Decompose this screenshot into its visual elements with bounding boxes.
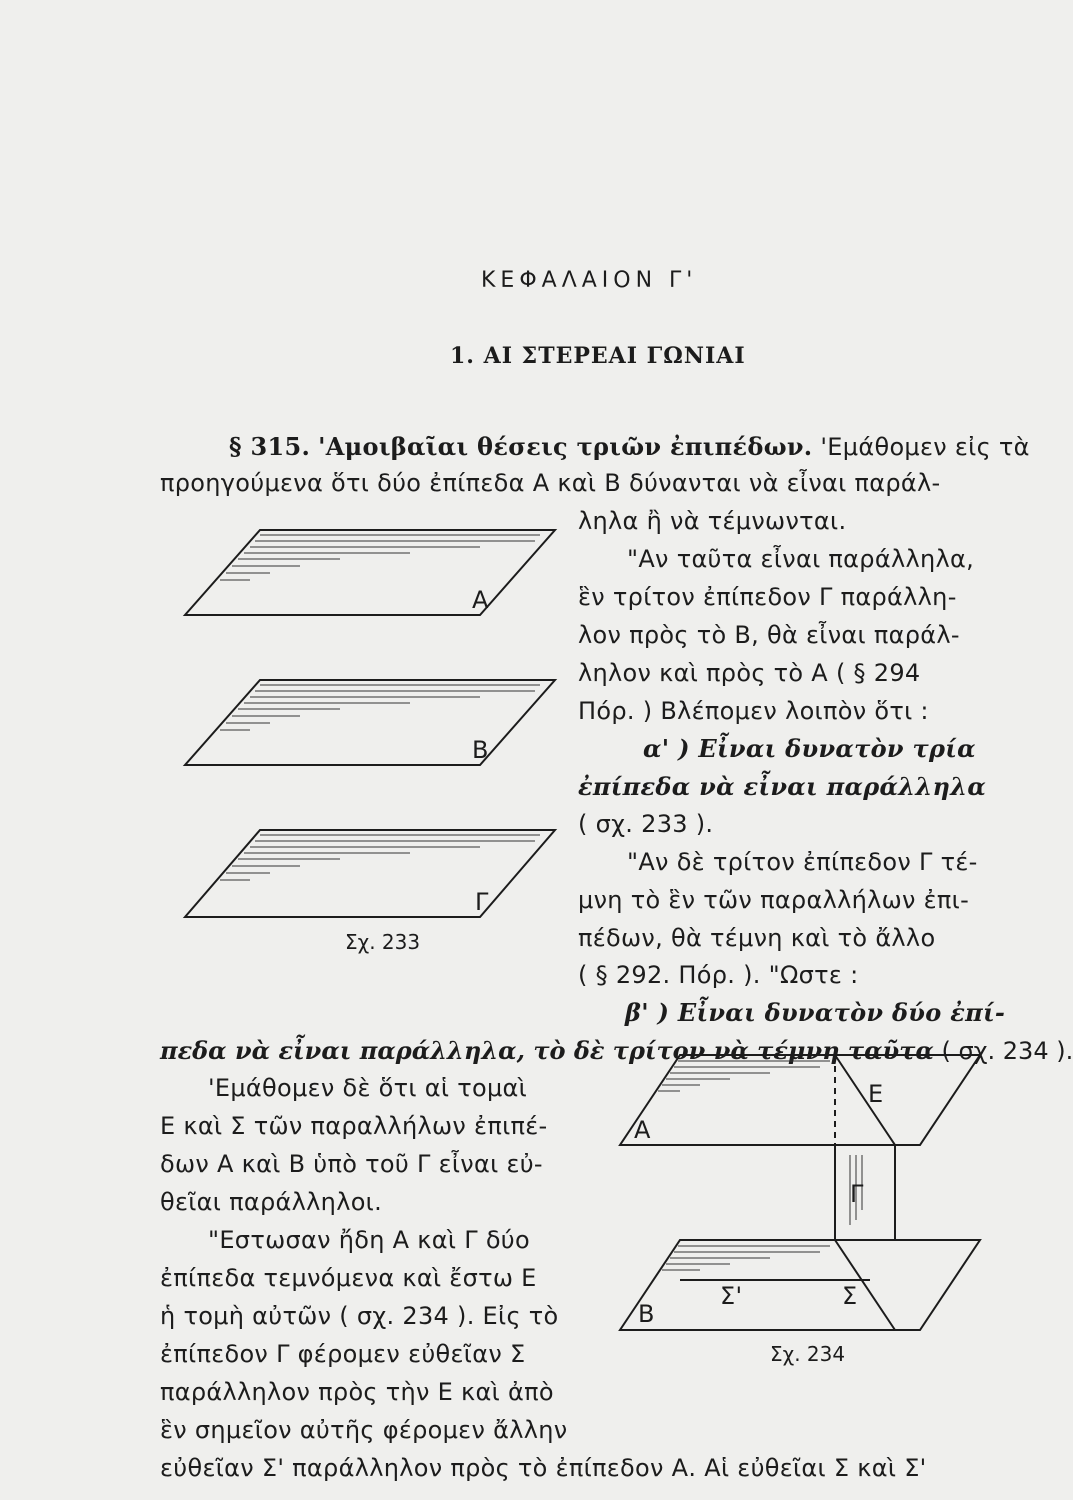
para315-line4: "Αν ταῦτα εἶναι παράλληλα,: [627, 545, 975, 573]
para2-line8: ἐπίπεδον Γ φέρομεν εὐθεῖαν Σ: [160, 1340, 526, 1368]
fig233-label-g: Γ: [475, 888, 489, 916]
chapter-heading: ΚΕΦΑΛΑΙΟΝ Γ': [481, 268, 698, 293]
section-number: § 315.: [229, 432, 311, 461]
para315-line13: μνη τὸ ἓν τῶν παραλλήλων ἐπι-: [578, 886, 970, 914]
para2-line1: 'Εμάθομεν δὲ ὅτι αἱ τομαὶ: [208, 1074, 528, 1102]
fig234-label-b: Β: [638, 1300, 655, 1328]
para315-line16: β' ) Εἶναι δυνατὸν δύο ἐπί-: [625, 998, 1006, 1027]
para315-line7: ληλον καὶ πρὸς τὸ Α ( § 294: [578, 659, 921, 687]
fig234-label-g: Γ: [850, 1180, 864, 1208]
plane-a-234: [620, 1055, 980, 1145]
fig234-label-s-prime: Σ': [720, 1282, 743, 1310]
fig234-label-s: Σ: [842, 1282, 858, 1310]
fig233-label-b: Β: [472, 736, 489, 764]
para2-line11: εὐθεῖαν Σ' παράλληλον πρὸς τὸ ἐπίπεδον Α. Αἱ εὐθεῖαι Σ καὶ Σ': [160, 1454, 927, 1482]
para315-line14: πέδων, θὰ τέμνη καὶ τὸ ἄλλο: [578, 924, 936, 952]
figure-234: [620, 1045, 985, 1345]
para315-line1: [229, 432, 1030, 461]
para315-line9: α' ) Εἶναι δυνατὸν τρία: [643, 734, 976, 763]
section-heading: 'Αμοιβαῖαι θέσεις τριῶν ἐπιπέδων.: [318, 432, 813, 461]
fig234-label-e: Ε: [868, 1080, 884, 1108]
para315-line8: Πόρ. ) Βλέπομεν λοιπὸν ὅτι :: [578, 697, 929, 725]
para2-line9: παράλληλον πρὸς τὴν Ε καὶ ἀπὸ: [160, 1378, 554, 1406]
fig234-caption: Σχ. 234: [770, 1342, 846, 1366]
para315-line10: ἐπίπεδα νὰ εἶναι παράλληλα: [578, 772, 987, 801]
para2-line2: Ε καὶ Σ τῶν παραλλήλων ἐπιπέ-: [160, 1112, 548, 1140]
para2-line3: δων Α καὶ Β ὑπὸ τοῦ Γ εἶναι εὐ-: [160, 1150, 543, 1178]
para2-line10: ἓν σημεῖον αὐτῆς φέρομεν ἄλλην: [160, 1416, 568, 1444]
para315-line12: "Αν δὲ τρίτον ἐπίπεδον Γ τέ-: [627, 848, 978, 876]
para2-line7: ἡ τομὴ αὐτῶν ( σχ. 234 ). Εἰς τὸ: [160, 1302, 559, 1330]
para315-line17-bold: πεδα νὰ εἶναι παράλληλα, τὸ δὲ τρίτον νὰ τέμνη ταῦτα: [160, 1036, 934, 1065]
hatching-234: [658, 1061, 862, 1270]
para315-line11: ( σχ. 233 ).: [578, 810, 714, 838]
para2-line4: θεῖαι παράλληλοι.: [160, 1188, 383, 1216]
para315-line17-tail: ( σχ. 234 ).: [941, 1037, 1073, 1065]
para2-line5: "Εστωσαν ἤδη Α καὶ Γ δύο: [208, 1226, 530, 1254]
section-title: 1. ΑΙ ΣΤΕΡΕΑΙ ΓΩΝΙΑΙ: [450, 343, 746, 369]
plane-b-234: [620, 1240, 980, 1330]
para2-line6: ἐπίπεδα τεμνόμενα καὶ ἔστω Ε: [160, 1264, 537, 1292]
para315-line3: ληλα ἢ νὰ τέμνωνται.: [578, 507, 847, 535]
para315-line2: προηγούμενα ὅτι δύο ἐπίπεδα Α καὶ Β δύνανται νὰ εἶναι παράλ-: [160, 469, 941, 497]
para315-line6: λον πρὸς τὸ Β, θὰ εἶναι παράλ-: [578, 621, 960, 649]
para315-line1-tail: 'Εμάθομεν εἰς τὰ: [820, 433, 1030, 461]
fig233-caption: Σχ. 233: [345, 930, 421, 954]
fig234-label-a: Α: [634, 1116, 651, 1144]
para315-line15: ( § 292. Πόρ. ). "Ωστε :: [578, 961, 859, 989]
hatching: [220, 535, 540, 880]
figure-233: [180, 515, 560, 965]
para315-line5: ἓν τρίτον ἐπίπεδον Γ παράλλη-: [578, 583, 957, 611]
fig233-label-a: Α: [472, 586, 489, 614]
